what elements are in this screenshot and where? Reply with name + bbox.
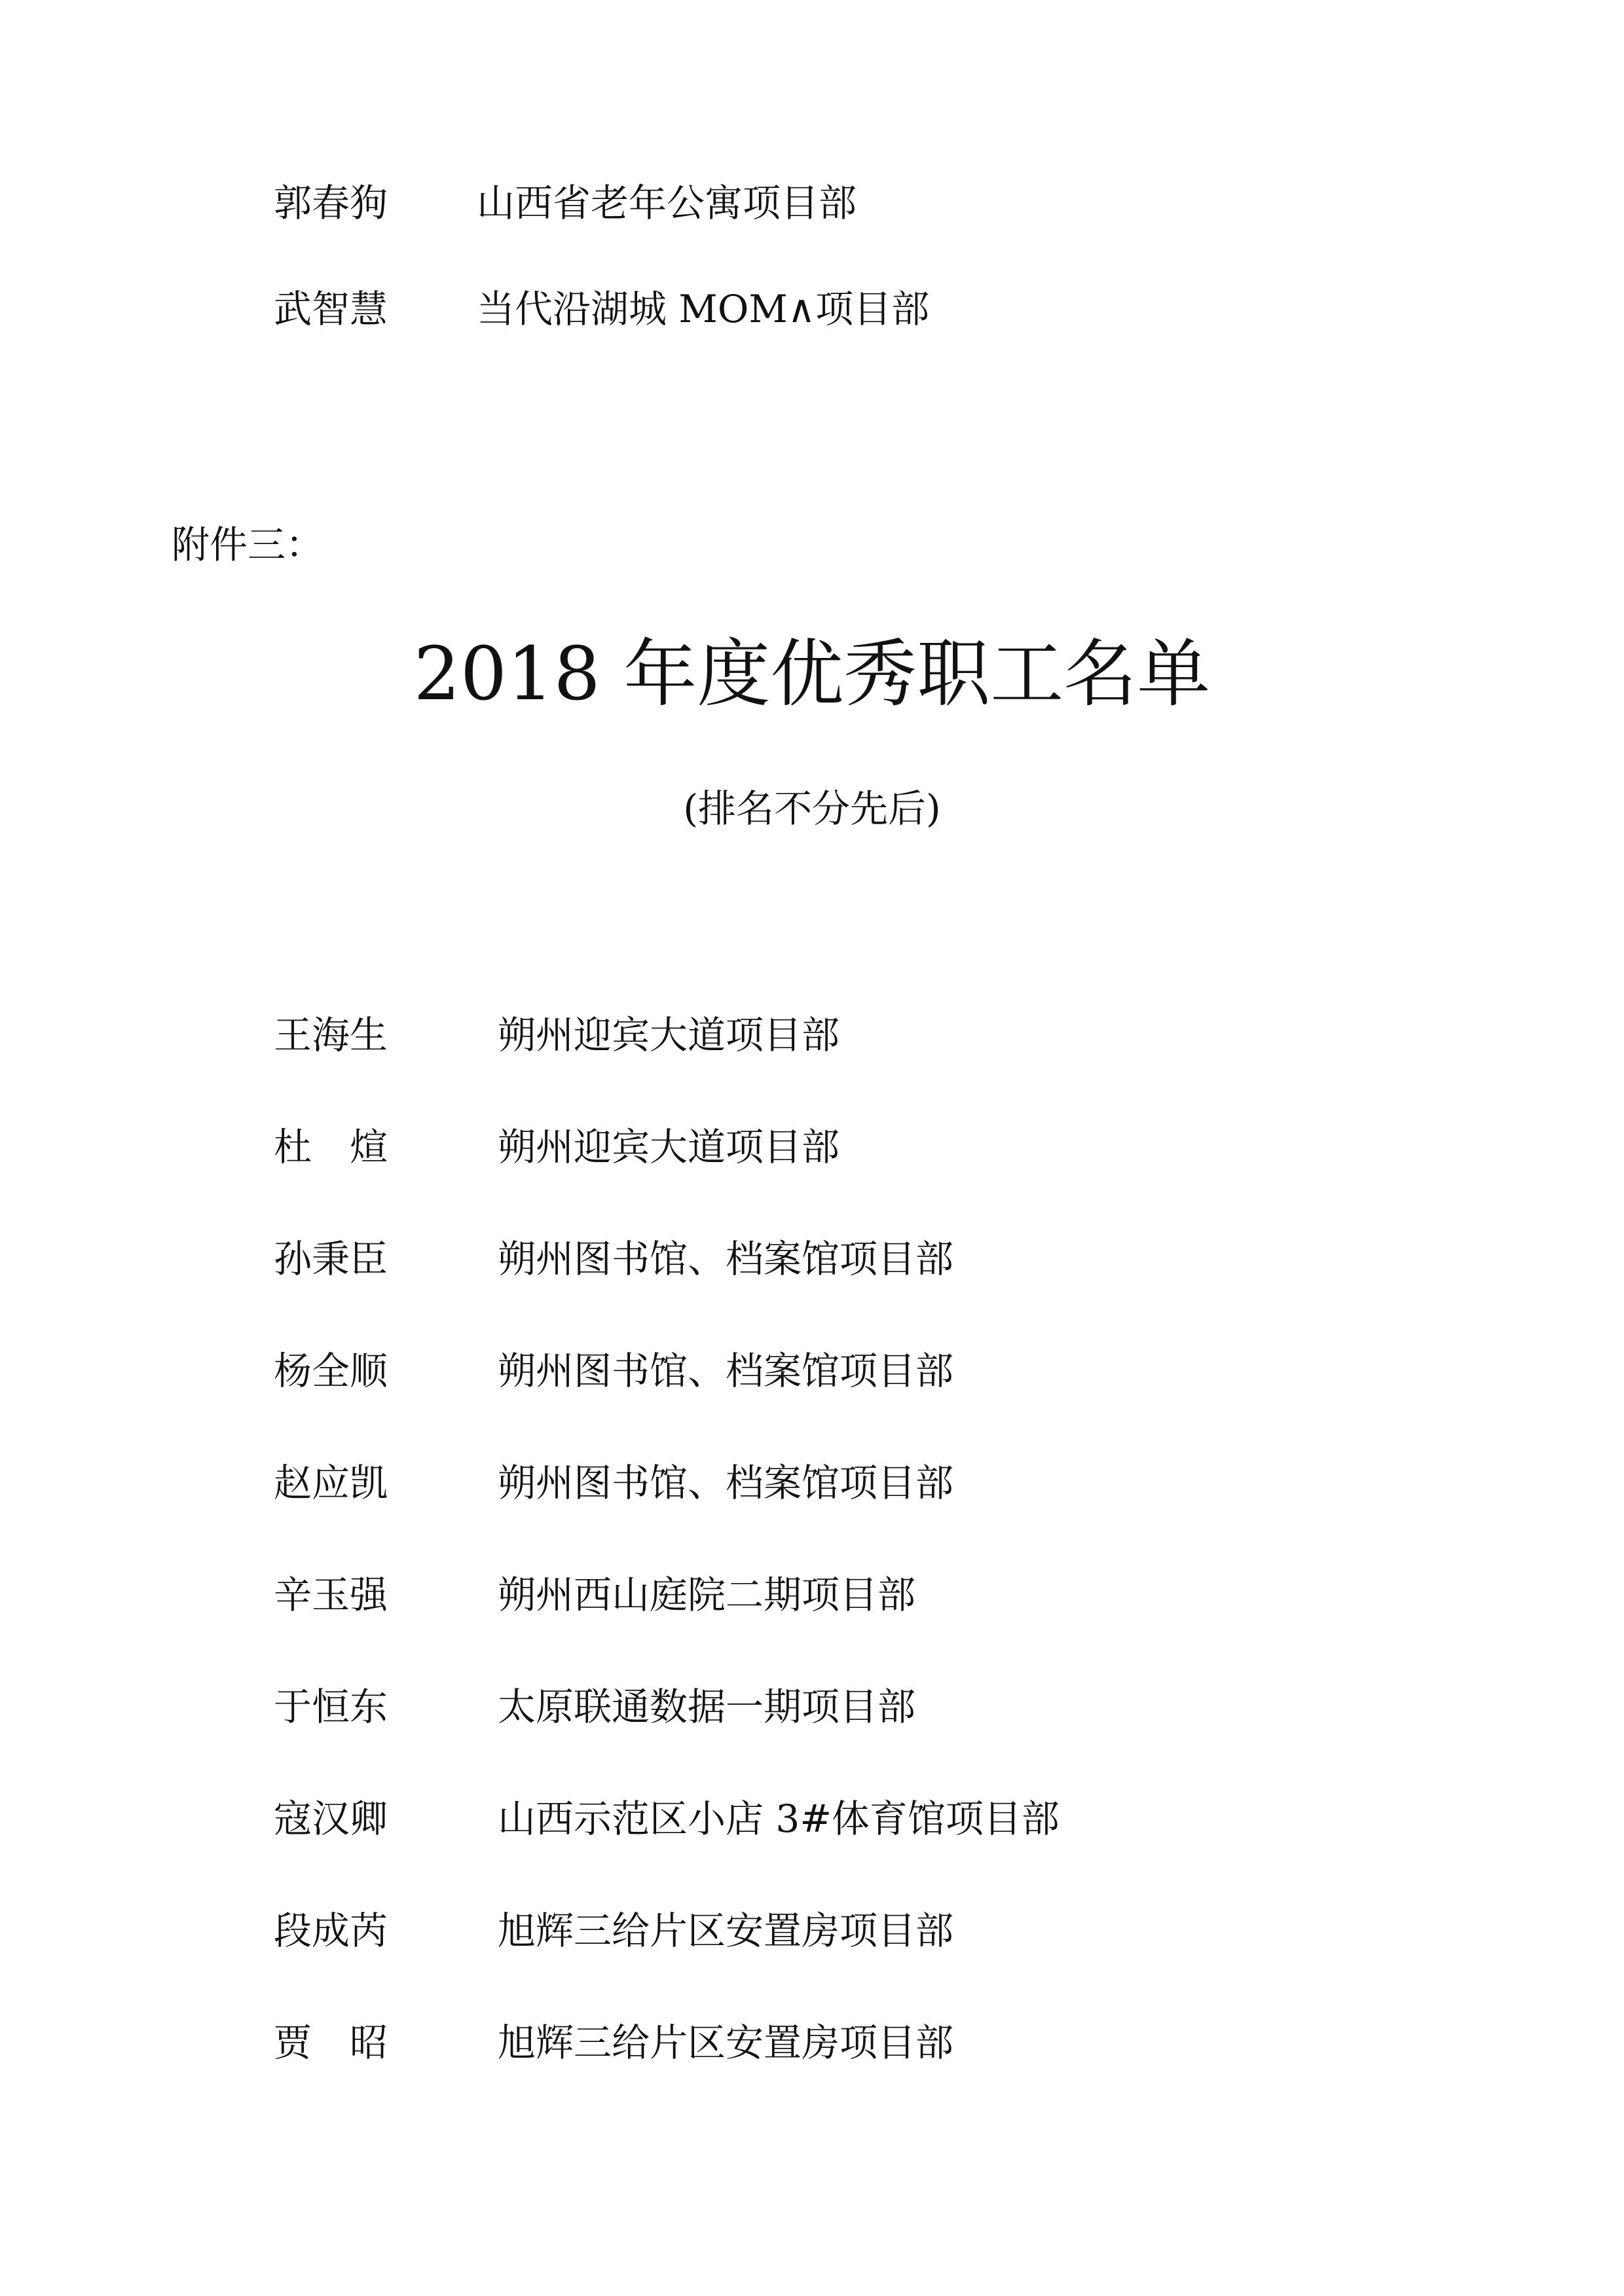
employee-department: 太原联通数据一期项目部	[498, 1685, 916, 1729]
list-item	[0, 1230, 1624, 1288]
employee-department: 旭辉三给片区安置房项目部	[498, 2020, 954, 2065]
employee-name: 孙秉臣	[274, 1237, 388, 1281]
employee-name: 辛玉强	[274, 1573, 388, 1617]
employee-name: 于恒东	[274, 1685, 388, 1729]
employee-department: 当代沿湖城 MOM∧项目部	[477, 287, 930, 331]
employee-name: 王海生	[274, 1013, 388, 1057]
employee-department: 朔州图书馆、档案馆项目部	[498, 1237, 954, 1281]
employee-name: 赵应凯	[274, 1461, 388, 1505]
employee-name: 贾 昭	[274, 2020, 388, 2065]
attachment-label: 附件三：	[172, 522, 324, 567]
list-item	[0, 280, 1624, 338]
employee-department: 朔州西山庭院二期项目部	[498, 1573, 916, 1617]
employee-department: 山西省老年公寓项目部	[477, 181, 857, 225]
list-item	[0, 1341, 1624, 1400]
employee-name: 寇汉卿	[274, 1796, 388, 1841]
list-item	[0, 2013, 1624, 2072]
list-item	[0, 1901, 1624, 1960]
list-item	[0, 1565, 1624, 1624]
employee-name: 段成芮	[274, 1908, 388, 1953]
employee-department: 山西示范区小店 3#体育馆项目部	[498, 1796, 1060, 1841]
employee-department: 朔州图书馆、档案馆项目部	[498, 1461, 954, 1505]
employee-department: 朔州图书馆、档案馆项目部	[498, 1349, 954, 1393]
employee-department: 朔州迎宾大道项目部	[498, 1013, 840, 1057]
employee-name: 武智慧	[274, 287, 388, 331]
page-subtitle: (排名不分先后)	[683, 786, 941, 831]
employee-department: 旭辉三给片区安置房项目部	[498, 1908, 954, 1953]
list-item	[0, 1006, 1624, 1065]
list-item	[0, 1118, 1624, 1176]
list-item	[0, 1789, 1624, 1848]
employee-department: 朔州迎宾大道项目部	[498, 1125, 840, 1169]
list-item	[0, 173, 1624, 232]
list-item	[0, 1677, 1624, 1736]
employee-name: 郭春狗	[274, 181, 388, 225]
employee-name: 杨全顺	[274, 1349, 388, 1393]
employee-name: 杜 煊	[274, 1125, 388, 1169]
page-title: 2018 年度优秀职工名单	[413, 632, 1211, 717]
list-item	[0, 1453, 1624, 1512]
